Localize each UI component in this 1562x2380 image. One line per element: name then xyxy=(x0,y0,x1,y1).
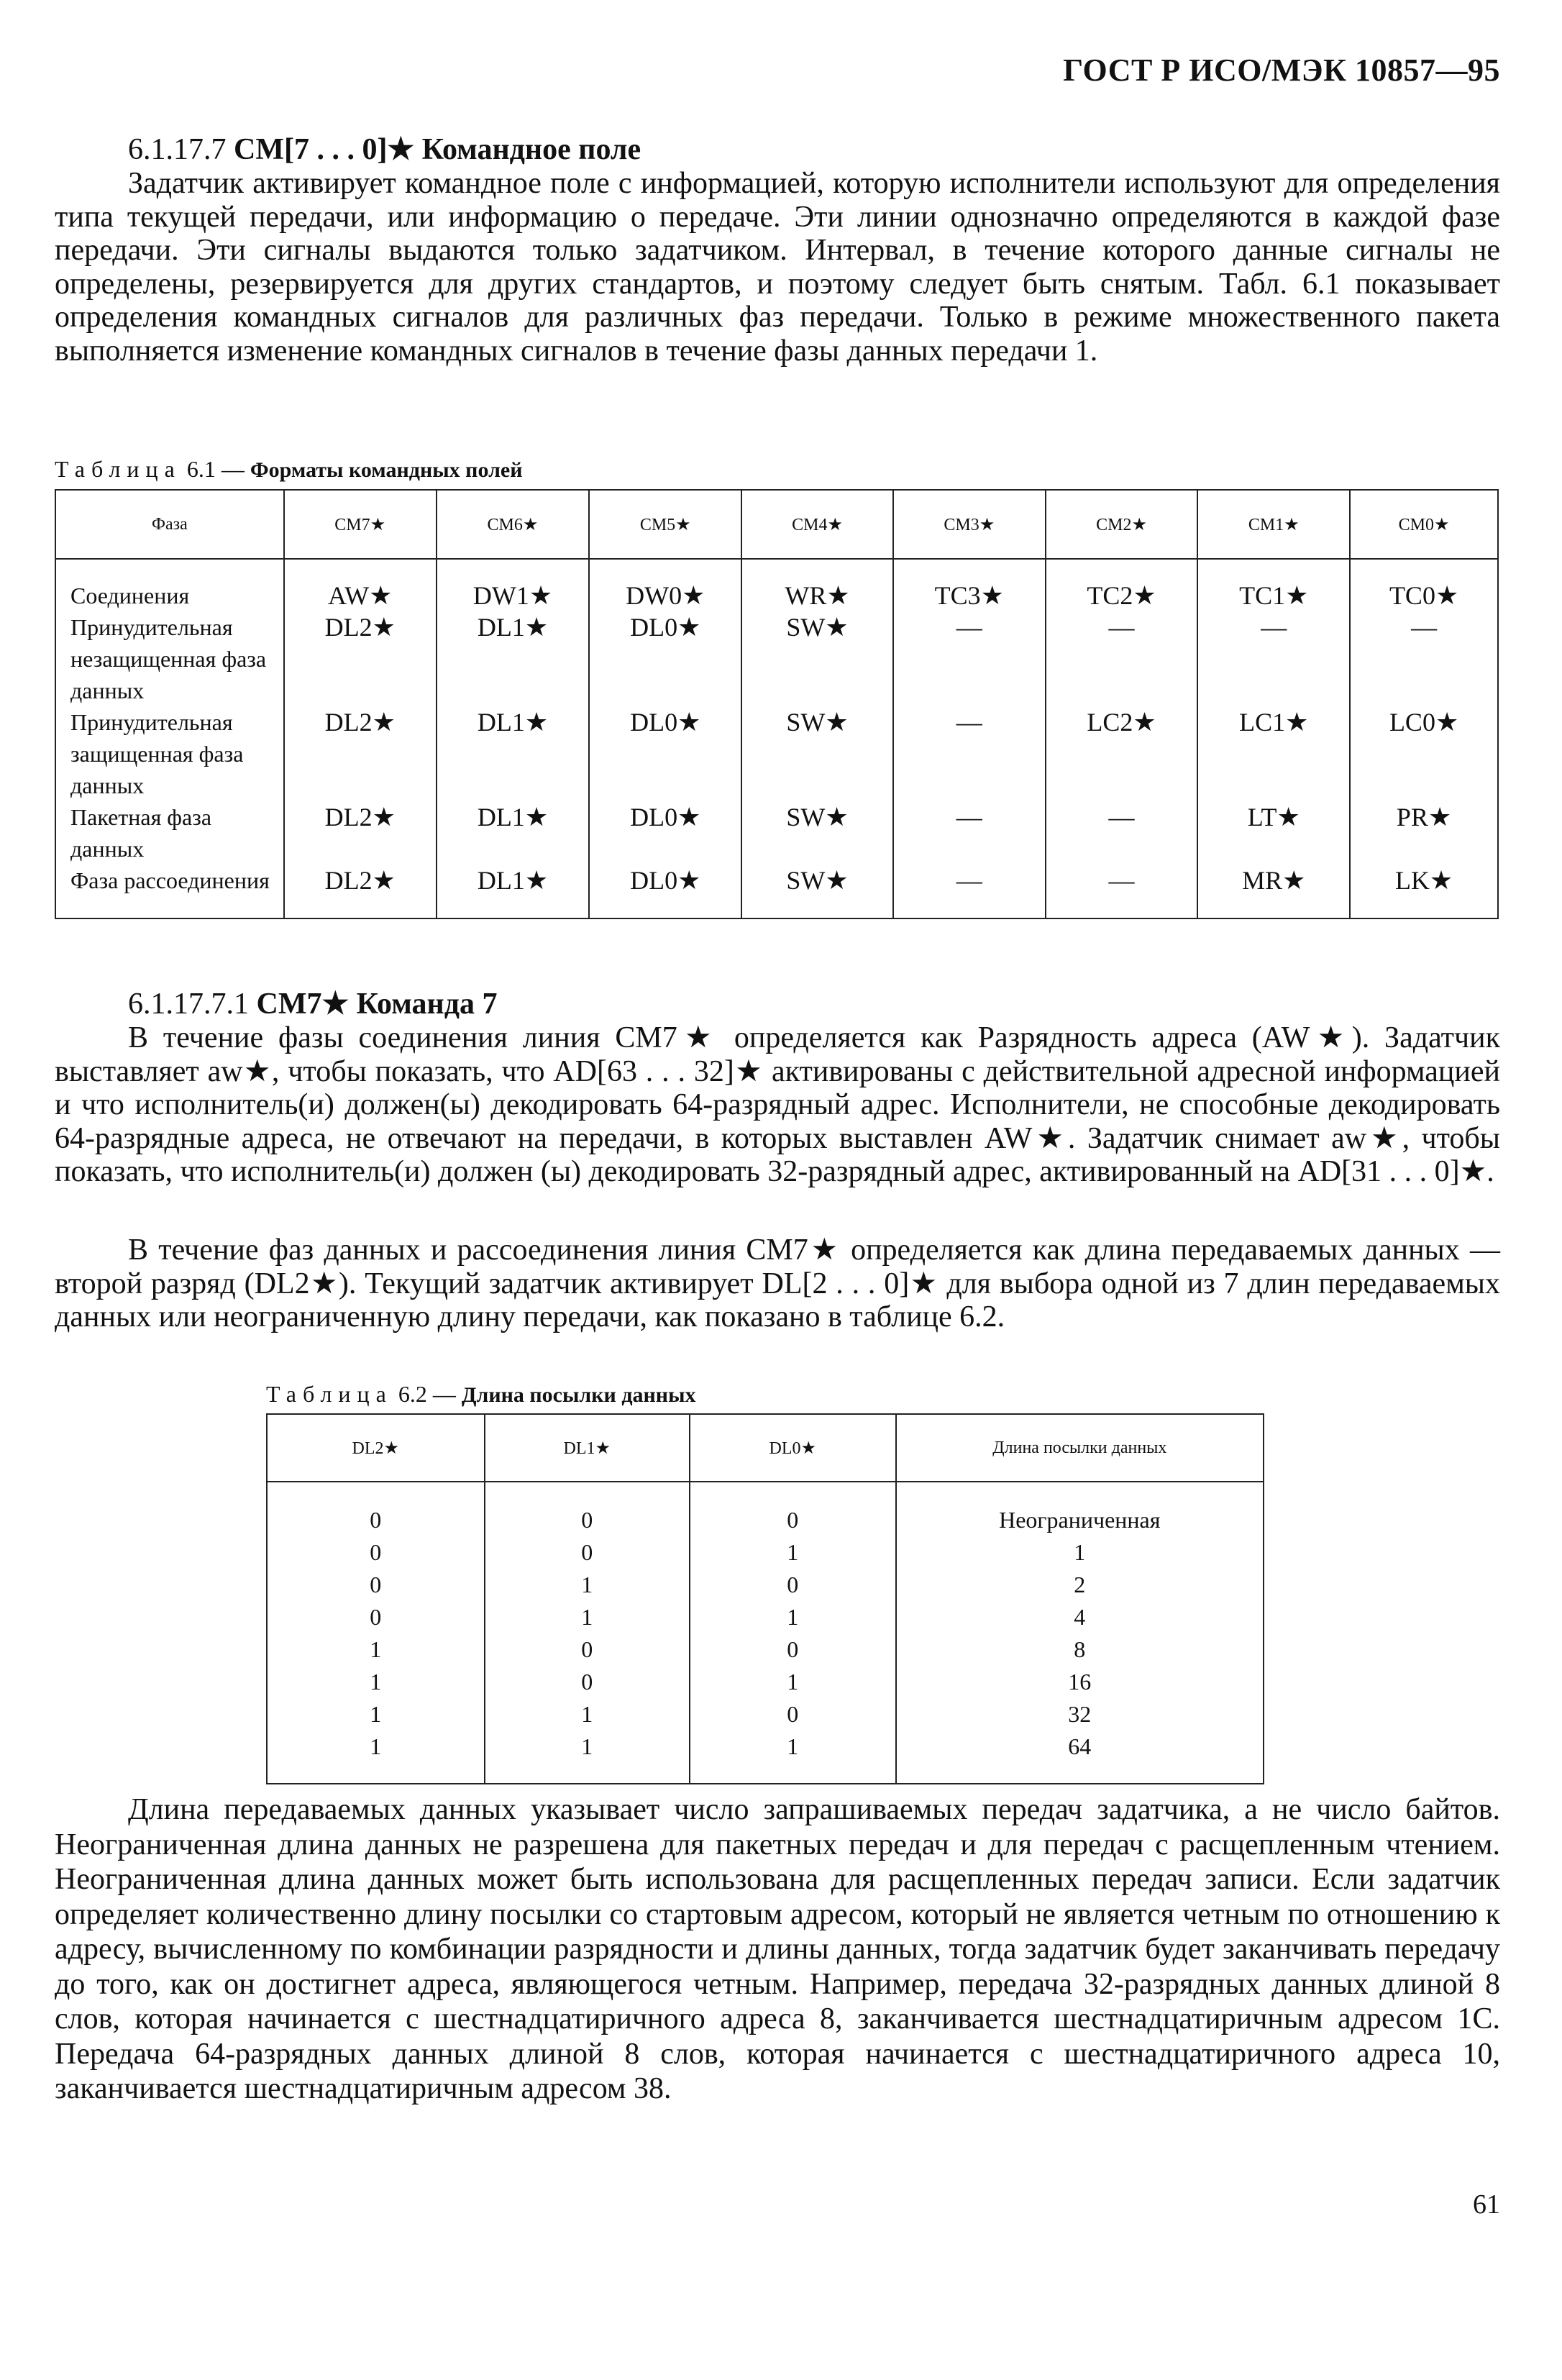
table-cell: DL0★ xyxy=(589,706,741,801)
table-cell: 1 xyxy=(485,1569,690,1601)
table-row xyxy=(55,559,1498,611)
table-cell: MR★ xyxy=(1197,865,1350,918)
table-cell: 2 xyxy=(896,1569,1264,1601)
header-cell: DL2★ xyxy=(267,1414,485,1482)
table-cell: — xyxy=(1046,865,1198,918)
table-cell: 8 xyxy=(896,1633,1264,1666)
table-cell: TC3★ xyxy=(893,559,1046,611)
table-cell: 0 xyxy=(690,1569,896,1601)
header-cell: Фаза xyxy=(55,490,284,559)
header-cell: CM5★ xyxy=(589,490,741,559)
table-cell: DL2★ xyxy=(284,865,437,918)
phase-cell: Фаза рассоединения xyxy=(55,865,284,918)
table-cell: LC2★ xyxy=(1046,706,1198,801)
table-cell: — xyxy=(1350,611,1498,706)
table-cell: DL1★ xyxy=(437,801,590,865)
table-cell: DL2★ xyxy=(284,801,437,865)
table-cell: DW0★ xyxy=(589,559,741,611)
section-title: CM[7 . . . 0]★ Командное поле xyxy=(234,133,641,166)
header-cell: DL0★ xyxy=(690,1414,896,1482)
table-cell: LC0★ xyxy=(1350,706,1498,801)
table-header-row xyxy=(55,490,1498,559)
table-cell: 0 xyxy=(690,1482,896,1536)
section-heading-6-1-17-7-1 xyxy=(128,985,497,1021)
table-cell: DL0★ xyxy=(589,801,741,865)
header-cell: Длина посылки данных xyxy=(896,1414,1264,1482)
table-cell: — xyxy=(1046,801,1198,865)
phase-cell: Принудительная защищенная фаза данных xyxy=(55,706,284,801)
caption-number: 6.1 — xyxy=(186,456,245,482)
header-cell: CM6★ xyxy=(437,490,590,559)
header-cell: CM2★ xyxy=(1046,490,1198,559)
table-cell: DL1★ xyxy=(437,865,590,918)
table-row xyxy=(267,1731,1264,1784)
table-cell: LC1★ xyxy=(1197,706,1350,801)
section-paragraph: Задатчик активирует командное поле с информацией, которую исполнители используют для определения типа текущей передачи, или информацию о передаче. Эти линии однозначно определяются в каждой фазе передачи. Эти сигналы выдаются только задатчиком. Интервал, в течение которого данные сигналы не определены, резервируется для других стандартов, и поэтому следует быть снятым. Табл. 6.1 показывает определения командных сигналов для различных фаз передачи. Только в режиме множественного пакета выполняется изменение командных сигналов в течение фазы данных передачи 1. xyxy=(55,167,1500,368)
section-number: 6.1.17.7 xyxy=(128,133,227,166)
table-cell: DL1★ xyxy=(437,611,590,706)
table-cell: — xyxy=(1197,611,1350,706)
table-cell: — xyxy=(893,865,1046,918)
table-cell: — xyxy=(893,611,1046,706)
section-heading-6-1-17-7 xyxy=(128,131,641,167)
table-cell: — xyxy=(893,801,1046,865)
table-cell: 0 xyxy=(485,1633,690,1666)
table-cell: SW★ xyxy=(741,865,893,918)
phase-cell: Принудительная незащищенная фаза данных xyxy=(55,611,284,706)
table-cell: LT★ xyxy=(1197,801,1350,865)
table-cell: 16 xyxy=(896,1666,1264,1698)
data-length-table xyxy=(266,1413,1264,1784)
table-cell: 1 xyxy=(896,1536,1264,1569)
header-cell: CM4★ xyxy=(741,490,893,559)
table-header-row xyxy=(267,1414,1264,1482)
command-field-formats-table xyxy=(55,489,1499,919)
table-cell: 0 xyxy=(690,1698,896,1731)
table-cell: SW★ xyxy=(741,801,893,865)
table-cell: 0 xyxy=(690,1633,896,1666)
caption-number: 6.2 — xyxy=(398,1381,456,1407)
table-cell: 0 xyxy=(267,1482,485,1536)
caption-title: Длина посылки данных xyxy=(461,1383,696,1407)
table-cell: SW★ xyxy=(741,706,893,801)
phase-cell: Пакетная фаза данных xyxy=(55,801,284,865)
table-cell: 1 xyxy=(690,1666,896,1698)
phase-cell: Соединения xyxy=(55,559,284,611)
table-cell: DL0★ xyxy=(589,865,741,918)
table-cell: DL1★ xyxy=(437,706,590,801)
table-cell: 32 xyxy=(896,1698,1264,1731)
table-row xyxy=(267,1601,1264,1633)
table-cell: PR★ xyxy=(1350,801,1498,865)
table-cell: TC1★ xyxy=(1197,559,1350,611)
caption-prefix: Таблица xyxy=(55,456,181,482)
table-cell: TC2★ xyxy=(1046,559,1198,611)
section-title: CM7★ Команда 7 xyxy=(256,988,498,1021)
page-number: 61 xyxy=(1473,2189,1500,2220)
table-cell: LK★ xyxy=(1350,865,1498,918)
table-cell: Неограниченная xyxy=(896,1482,1264,1536)
table-row xyxy=(55,611,1498,706)
table-cell: 0 xyxy=(485,1536,690,1569)
table-cell: 0 xyxy=(267,1536,485,1569)
table-cell: 1 xyxy=(485,1698,690,1731)
table-cell: 1 xyxy=(690,1536,896,1569)
table-cell: — xyxy=(1046,611,1198,706)
section-paragraph: В течение фазы соединения линия CM7★ определяется как Разрядность адреса (AW★). Задатчик выставляет aw★, чтобы показать, что AD[63 . . . 32]★ активированы с действительной адресной информацией и что исполнитель(и) должен(ы) декодировать 64-разрядный адрес. Исполнители, не способные декодировать 64-разрядные адреса, не отвечают на передачи, в которых выставлен AW★. Задатчик снимает aw★, чтобы показать, что исполнитель(и) должен (ы) декодировать 32-разрядный адрес, активированный на AD[31 . . . 0]★. xyxy=(55,1021,1500,1188)
table-cell: 0 xyxy=(485,1482,690,1536)
table-row xyxy=(55,865,1498,918)
page-header: ГОСТ Р ИСО/МЭК 10857—95 xyxy=(1063,53,1500,88)
table-cell: DL2★ xyxy=(284,706,437,801)
table-row xyxy=(267,1569,1264,1601)
table-cell: DL2★ xyxy=(284,611,437,706)
table-cell: 0 xyxy=(267,1569,485,1601)
closing-paragraph: Длина передаваемых данных указывает число запрашиваемых передач задатчика, а не число байтов. Неограниченная длина данных не разрешена для пакетных передач и для передач с расщепленным чтением. Неограниченная длина данных может быть использована для расщепленных передач записи. Если задатчик определяет количественно длину посылки со стартовым адресом, который не является четным по отношению к адресу, вычисленному по комбинации разрядности и длины данных, тогда задатчик будет заканчивать передачу до того, как он достигнет адреса, являющегося четным. Например, передача 32-разрядных данных длиной 8 слов, которая начинается с шестнадцатиричного адреса 8, заканчивается шестнадцатиричным адресом 1C. Передача 64-разрядных данных длиной 8 слов, которая начинается с шестнадцатиричного адреса 10, заканчивается шестнадцатиричным адресом 38. xyxy=(55,1793,1500,2105)
table-row xyxy=(55,801,1498,865)
table-cell: — xyxy=(893,706,1046,801)
table-cell: 1 xyxy=(267,1666,485,1698)
caption-title: Форматы командных полей xyxy=(250,458,523,482)
table-row xyxy=(55,706,1498,801)
table-cell: 4 xyxy=(896,1601,1264,1633)
table-6-1-caption xyxy=(55,456,523,483)
table-cell: 1 xyxy=(690,1731,896,1784)
table-cell: 1 xyxy=(690,1601,896,1633)
caption-prefix: Таблица xyxy=(266,1381,393,1407)
header-cell: CM1★ xyxy=(1197,490,1350,559)
header-cell: CM3★ xyxy=(893,490,1046,559)
table-row xyxy=(267,1482,1264,1536)
table-cell: 1 xyxy=(267,1698,485,1731)
table-cell: 0 xyxy=(267,1601,485,1633)
table-cell: 1 xyxy=(267,1731,485,1784)
table-cell: 1 xyxy=(267,1633,485,1666)
table-cell: 1 xyxy=(485,1731,690,1784)
table-cell: DL0★ xyxy=(589,611,741,706)
section-number: 6.1.17.7.1 xyxy=(128,988,249,1021)
header-cell: DL1★ xyxy=(485,1414,690,1482)
table-cell: WR★ xyxy=(741,559,893,611)
table-6-2-caption xyxy=(266,1381,696,1408)
section-paragraph: В течение фаз данных и рассоединения линия CM7★ определяется как длина передаваемых данных — второй разряд (DL2★). Текущий задатчик активирует DL[2 . . . 0]★ для выбора одной из 7 длин передаваемых данных или неограниченную длину передачи, как показано в таблице 6.2. xyxy=(55,1234,1500,1333)
table-cell: 64 xyxy=(896,1731,1264,1784)
table-row xyxy=(267,1698,1264,1731)
table-row xyxy=(267,1536,1264,1569)
table-cell: DW1★ xyxy=(437,559,590,611)
table-row xyxy=(267,1666,1264,1698)
header-cell: CM0★ xyxy=(1350,490,1498,559)
table-cell: SW★ xyxy=(741,611,893,706)
table-cell: 0 xyxy=(485,1666,690,1698)
header-cell: CM7★ xyxy=(284,490,437,559)
table-cell: AW★ xyxy=(284,559,437,611)
table-cell: TC0★ xyxy=(1350,559,1498,611)
table-cell: 1 xyxy=(485,1601,690,1633)
table-row xyxy=(267,1633,1264,1666)
